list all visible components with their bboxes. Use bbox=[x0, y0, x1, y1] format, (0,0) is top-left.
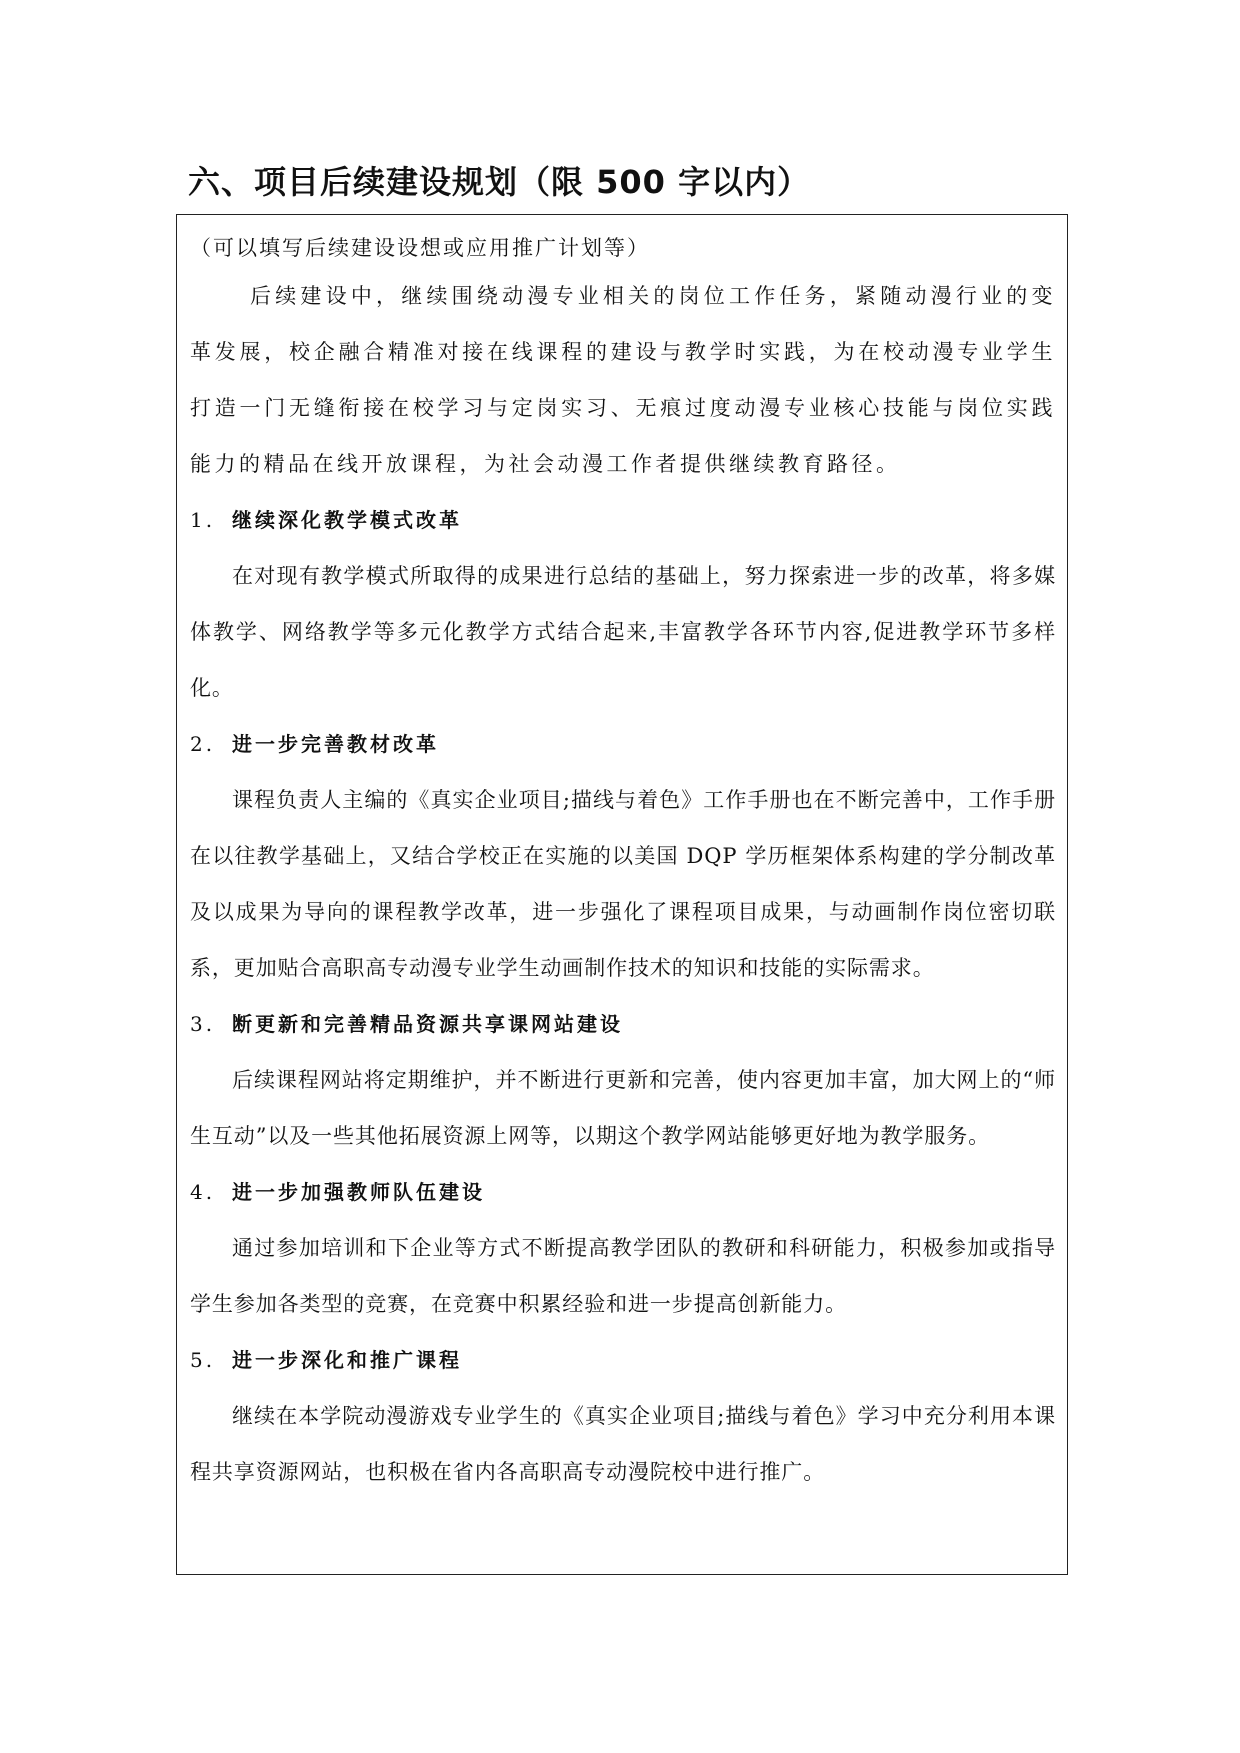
section-body-2: 课程负责人主编的《真实企业项目;描线与着色》工作手册也在不断完善中，工作手册在以往教学基础上，又结合学校正在实施的以美国 DQP 学历框架体系构建的学分制改革及以成果为导向的课程教学改革，进一步强化了课程项目成果，与动画制作岗位密切联系，更加贴合高职高专动漫专业学生动画制作技术的知识和技能的实际需求。 bbox=[190, 788, 1056, 980]
section-body-3: 后续课程网站将定期维护，并不断进行更新和完善，使内容更加丰富，加大网上的“师生互动”以及一些其他拓展资源上网等，以期这个教学网站能够更好地为教学服务。 bbox=[190, 1068, 1056, 1148]
section-number: 5. bbox=[190, 1348, 216, 1372]
section-heading: 六、项目后续建设规划（限 500 字以内） bbox=[188, 163, 811, 201]
section-title-text: 进一步完善教材改革 bbox=[232, 732, 439, 756]
section-number: 4. bbox=[190, 1180, 216, 1204]
section-body-4: 通过参加培训和下企业等方式不断提高教学团队的教研和科研能力，积极参加或指导学生参加各类型的竞赛，在竞赛中积累经验和进一步提高创新能力。 bbox=[190, 1236, 1056, 1316]
section-number: 1. bbox=[190, 508, 216, 532]
section-title-text: 断更新和完善精品资源共享课网站建设 bbox=[232, 1012, 623, 1036]
section-title-5 bbox=[190, 1332, 1056, 1388]
intro-paragraph: 后续建设中，继续围绕动漫专业相关的岗位工作任务，紧随动漫行业的变革发展，校企融合精准对接在线课程的建设与教学时实践，为在校动漫专业学生打造一门无缝衔接在校学习与定岗实习、无痕过度动漫专业核心技能与岗位实践能力的精品在线开放课程，为社会动漫工作者提供继续教育路径。 bbox=[190, 284, 1056, 476]
section-number: 3. bbox=[190, 1012, 216, 1036]
section-title-3 bbox=[190, 996, 1056, 1052]
section-title-text: 进一步深化和推广课程 bbox=[232, 1348, 462, 1372]
section-title-text: 继续深化教学模式改革 bbox=[232, 508, 462, 532]
section-title-text: 进一步加强教师队伍建设 bbox=[232, 1180, 485, 1204]
content-area bbox=[190, 228, 1056, 1500]
form-hint: （可以填写后续建设设想或应用推广计划等） bbox=[190, 236, 650, 260]
section-title-2 bbox=[190, 716, 1056, 772]
section-title-4 bbox=[190, 1164, 1056, 1220]
section-title-1 bbox=[190, 492, 1056, 548]
section-body-1: 在对现有教学模式所取得的成果进行总结的基础上，努力探索进一步的改革，将多媒体教学、网络教学等多元化教学方式结合起来,丰富教学各环节内容,促进教学环节多样化。 bbox=[190, 564, 1056, 700]
section-number: 2. bbox=[190, 732, 216, 756]
section-body-5: 继续在本学院动漫游戏专业学生的《真实企业项目;描线与着色》学习中充分利用本课程共享资源网站，也积极在省内各高职高专动漫院校中进行推广。 bbox=[190, 1404, 1056, 1484]
